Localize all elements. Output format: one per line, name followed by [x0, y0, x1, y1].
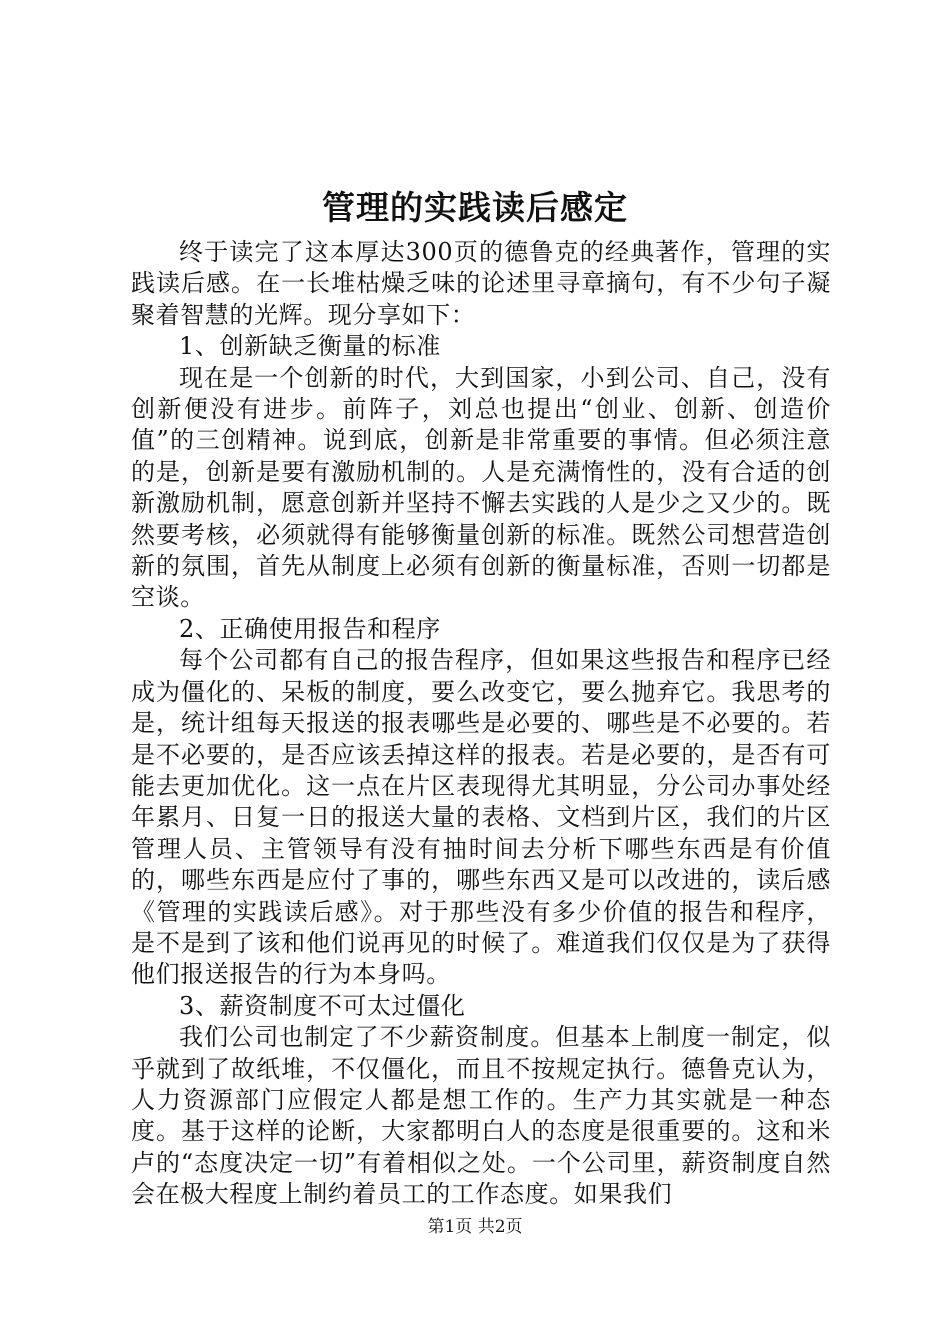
- intro-paragraph: 终于读完了这本厚达300页的德鲁克的经典著作，管理的实践读后感。在一长堆枯燥乏味的论述里寻章摘句，有不少句子凝聚着智慧的光辉。现分享如下：: [131, 238, 831, 329]
- section-heading-2: 2、正确使用报告和程序: [179, 614, 441, 643]
- section-paragraph-2: 每个公司都有自己的报告程序，但如果这些报告和程序已经成为僵化的、呆板的制度，要么改变它，要么抛弃它。我思考的是，统计组每天报送的报表哪些是必要的、哪些是不必要的。若是不必要的，是否应该丢掉这样的报表。若是必要的，是否有可能去更加优化。这一点在片区表现得尤其明显，分公司办事处经年累月、日复一日的报送大量的表格、文档到片区，我们的片区管理人员、主管领导有没有抽时间去分析下哪些东西是有价值的，哪些东西是应付了事的，哪些东西又是可以改进的，读后感《管理的实践读后感》。对于那些没有多少价值的报告和程序，是不是到了该和他们说再见的时候了。难道我们仅仅是为了获得他们报送报告的行为本身吗。: [131, 646, 831, 989]
- section-paragraph-3: 我们公司也制定了不少薪资制度。但基本上制度一制定，似乎就到了故纸堆，不仅僵化，而且不按规定执行。德鲁克认为，人力资源部门应假定人都是想工作的。生产力其实就是一种态度。基于这样的论断，大家都明白人的态度是很重要的。这和米卢的“态度决定一切”有着相似之处。一个公司里，薪资制度自然会在极大程度上制约着员工的工作态度。如果我们: [131, 1023, 831, 1209]
- section-paragraph-1: 现在是一个创新的时代，大到国家，小到公司、自己，没有创新便没有进步。前阵子，刘总也提出“创业、创新、创造价值”的三创精神。说到底，创新是非常重要的事情。但必须注意的是，创新是要有激励机制的。人是充满惰性的，没有合适的创新激励机制，愿意创新并坚持不懈去实践的人是少之又少的。既然要考核，必须就得有能够衡量创新的标准。既然公司想营造创新的氛围，首先从制度上必须有创新的衡量标准，否则一切都是空谈。: [131, 363, 831, 612]
- section-heading-1: 1、创新缺乏衡量的标准: [179, 332, 441, 361]
- document-body: [131, 237, 831, 1211]
- section-heading-3: 3、薪资制度不可太过僵化: [179, 991, 466, 1020]
- page-footer: 第1页 共2页: [427, 1217, 523, 1237]
- document-title: 管理的实践读后感定: [322, 188, 628, 227]
